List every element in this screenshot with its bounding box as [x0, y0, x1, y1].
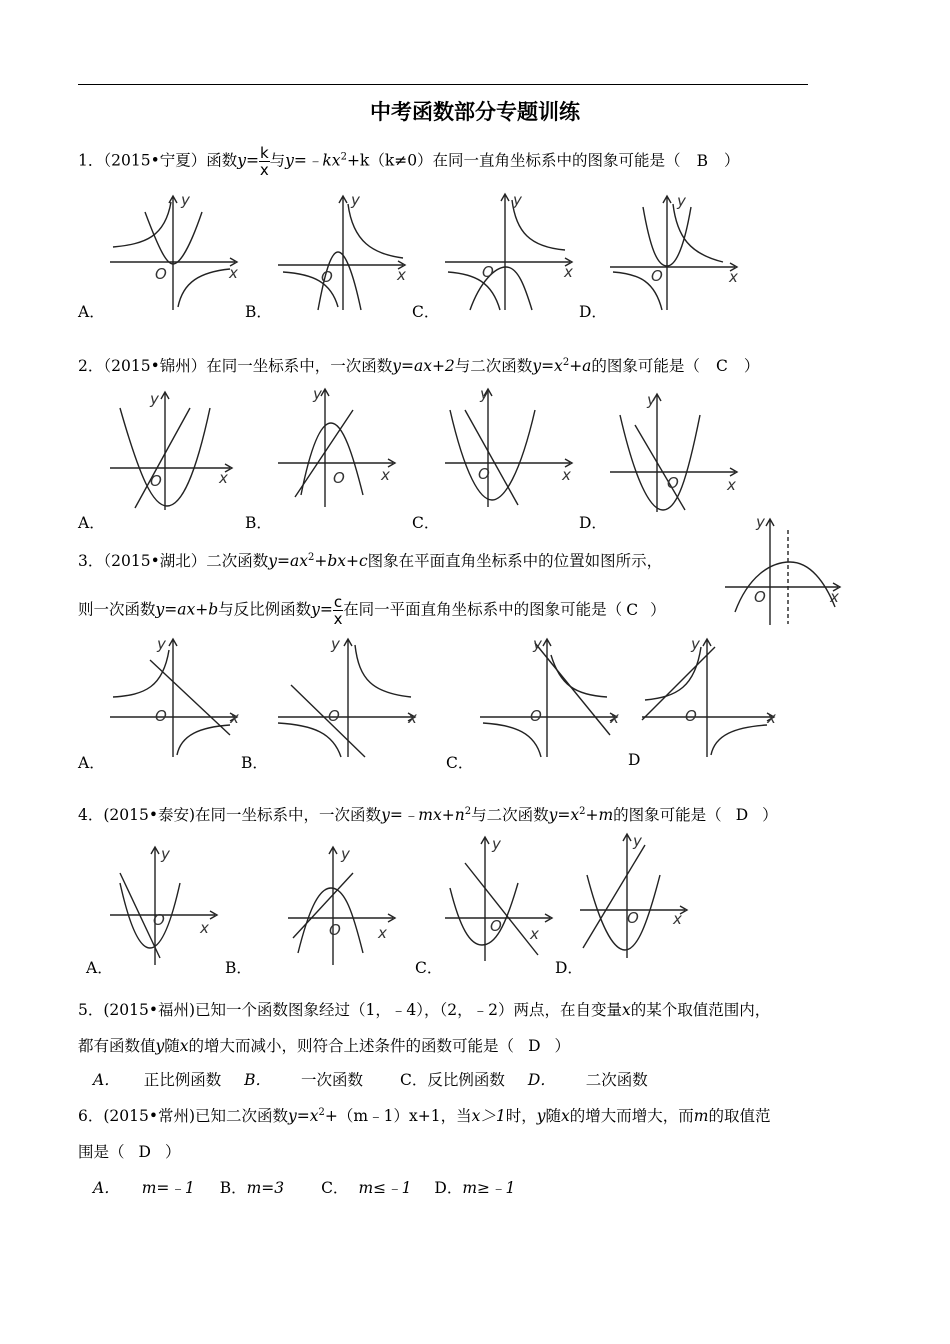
svg-text:O: O — [153, 911, 165, 929]
svg-text:y: y — [480, 385, 489, 403]
svg-text:O: O — [155, 265, 167, 283]
q3-option-d: D — [628, 751, 641, 769]
answer-6: D — [138, 1143, 151, 1161]
svg-text:O: O — [321, 268, 333, 286]
svg-text:x: x — [830, 588, 839, 606]
svg-text:x: x — [381, 466, 390, 484]
svg-text:x: x — [219, 469, 228, 487]
svg-text:y: y — [331, 635, 340, 653]
q1-graph-a — [105, 192, 245, 312]
svg-text:O: O — [651, 267, 663, 285]
q3-graph-b — [273, 635, 423, 760]
svg-text:x: x — [727, 476, 736, 494]
svg-text:O: O — [329, 921, 341, 939]
svg-text:O: O — [754, 588, 766, 606]
q4-option-a: A． — [86, 959, 113, 977]
svg-text:y: y — [157, 635, 166, 653]
svg-text:x: x — [729, 268, 738, 286]
question-5-line-2: 都有函数值y随x的增大而减小，则符合上述条件的函数可能是（ D ） — [78, 1037, 571, 1055]
q3-graph-d — [637, 635, 782, 760]
svg-text:y: y — [633, 832, 642, 850]
svg-text:y: y — [351, 192, 360, 209]
svg-text:O: O — [627, 909, 639, 927]
svg-text:x: x — [229, 264, 238, 282]
svg-text:y: y — [691, 635, 700, 653]
svg-text:y: y — [647, 391, 656, 409]
svg-text:x: x — [408, 709, 417, 727]
question-1: 1．（2015•宁夏）函数y= $\frac{k}{x}$ 与$y=﹣kx^2+k(k\ne 0)$在同一直角坐标系中的图象可能是（ B ） — [78, 144, 740, 179]
question-4: 4．(2015•泰安)在同一坐标系中，一次函数$y=﹣mx+n^2$与二次函数$y=x^2+m$的图象可能是（ D ） — [78, 806, 778, 824]
q4-graph-b — [283, 843, 403, 968]
q4-graph-a — [105, 843, 225, 968]
q3-option-b: B． — [241, 754, 268, 772]
svg-text:x: x — [230, 709, 239, 727]
question-6-line-2: 围是（ D ） — [78, 1143, 181, 1161]
question-6-line-1: 6．(2015•常州)已知二次函数$y=x^2+(m﹣1)x+1$，当x＞1时，y随x的增大而增大，而m的取值范 — [78, 1107, 771, 1125]
svg-text:x: x — [767, 709, 776, 727]
svg-text:y: y — [150, 390, 159, 408]
q3-reference-graph — [720, 512, 845, 627]
q1-graph-b — [273, 192, 413, 312]
svg-text:y: y — [677, 192, 686, 210]
svg-text:y: y — [313, 385, 322, 403]
svg-text:y: y — [341, 845, 350, 863]
svg-text:O: O — [482, 263, 494, 281]
q2-graph-d — [605, 390, 745, 515]
q2-graph-a — [105, 388, 240, 513]
q1-graph-d — [605, 192, 745, 312]
q2-option-c: C． — [412, 514, 440, 532]
q2-graph-c — [440, 385, 580, 510]
svg-text:y: y — [492, 835, 501, 853]
svg-text:O: O — [478, 465, 490, 483]
svg-text:O: O — [155, 707, 167, 725]
svg-text:x: x — [564, 263, 573, 281]
top-rule — [78, 84, 808, 85]
question-2: 2．（2015•锦州）在同一坐标系中，一次函数y=ax+2与二次函数$y=x^2+a$的图象可能是（ C ） — [78, 357, 760, 375]
q1-option-b: B． — [245, 303, 272, 321]
svg-text:y: y — [756, 513, 765, 531]
q2-graph-b — [273, 385, 408, 510]
svg-text:x: x — [562, 466, 571, 484]
svg-text:y: y — [513, 192, 522, 209]
svg-text:x: x — [673, 910, 682, 928]
svg-text:O: O — [150, 472, 162, 490]
svg-text:y: y — [161, 845, 170, 863]
q1-graph-c — [440, 192, 580, 312]
answer-5: D — [528, 1037, 541, 1055]
answer-2: C — [715, 357, 728, 375]
q3-option-c: C． — [446, 754, 474, 772]
q4-graph-c — [440, 833, 560, 963]
q1-option-d: D． — [579, 303, 607, 321]
svg-text:O: O — [530, 707, 542, 725]
q4-option-c: C． — [415, 959, 443, 977]
svg-text:x: x — [610, 709, 619, 727]
q3-option-a: A． — [78, 754, 105, 772]
fraction-c-over-x: $\frac{c}{x}$ — [333, 593, 343, 628]
q2-option-d: D． — [579, 514, 607, 532]
page-title: 中考函数部分专题训练 — [370, 100, 580, 124]
q3-graph-a — [105, 635, 245, 760]
question-3-line-2: 则一次函数y=ax+b与反比例函数y= $\frac{c}{x}$ 在同一平面直角坐标系中的图象可能是（ C ） — [78, 593, 666, 628]
svg-text:x: x — [378, 924, 387, 942]
question-3-line-1: 3．（2015•湖北）二次函数$y=ax^2+bx+c$图象在平面直角坐标系中的位置如图所示， — [78, 552, 663, 570]
svg-text:x: x — [530, 925, 539, 943]
q3-graph-c — [475, 635, 625, 760]
svg-text:O: O — [328, 707, 340, 725]
q1-option-c: C． — [412, 303, 440, 321]
q2-option-a: A． — [78, 514, 105, 532]
q4-option-b: B． — [225, 959, 252, 977]
answer-4: D — [735, 806, 749, 824]
question-6-options: A． m=﹣1 B．m=3 C． m≤﹣1 D．m≥﹣1 — [93, 1179, 516, 1197]
q4-option-d: D． — [555, 959, 583, 977]
q2-option-b: B． — [245, 514, 272, 532]
svg-text:O: O — [667, 474, 679, 492]
question-5-line-1: 5．(2015•福州)已知一个函数图象经过（1，﹣4），（2，﹣2）两点，在自变量x的某个取值范围内， — [78, 1001, 771, 1019]
answer-3: C — [626, 600, 639, 619]
svg-text:O: O — [490, 917, 502, 935]
svg-text:O: O — [333, 469, 345, 487]
svg-text:x: x — [200, 919, 209, 937]
svg-text:y: y — [533, 635, 542, 653]
question-5-options: A． 正比例函数 B． 一次函数 C．反比例函数 D． 二次函数 — [93, 1071, 648, 1089]
svg-text:O: O — [685, 707, 697, 725]
q4-graph-d — [575, 830, 695, 960]
svg-text:x: x — [397, 266, 406, 284]
svg-text:y: y — [181, 192, 190, 209]
fraction-k-over-x: $\frac{k}{x}$ — [259, 144, 269, 179]
answer-1: B — [696, 151, 708, 170]
q1-option-a: A． — [78, 303, 105, 321]
